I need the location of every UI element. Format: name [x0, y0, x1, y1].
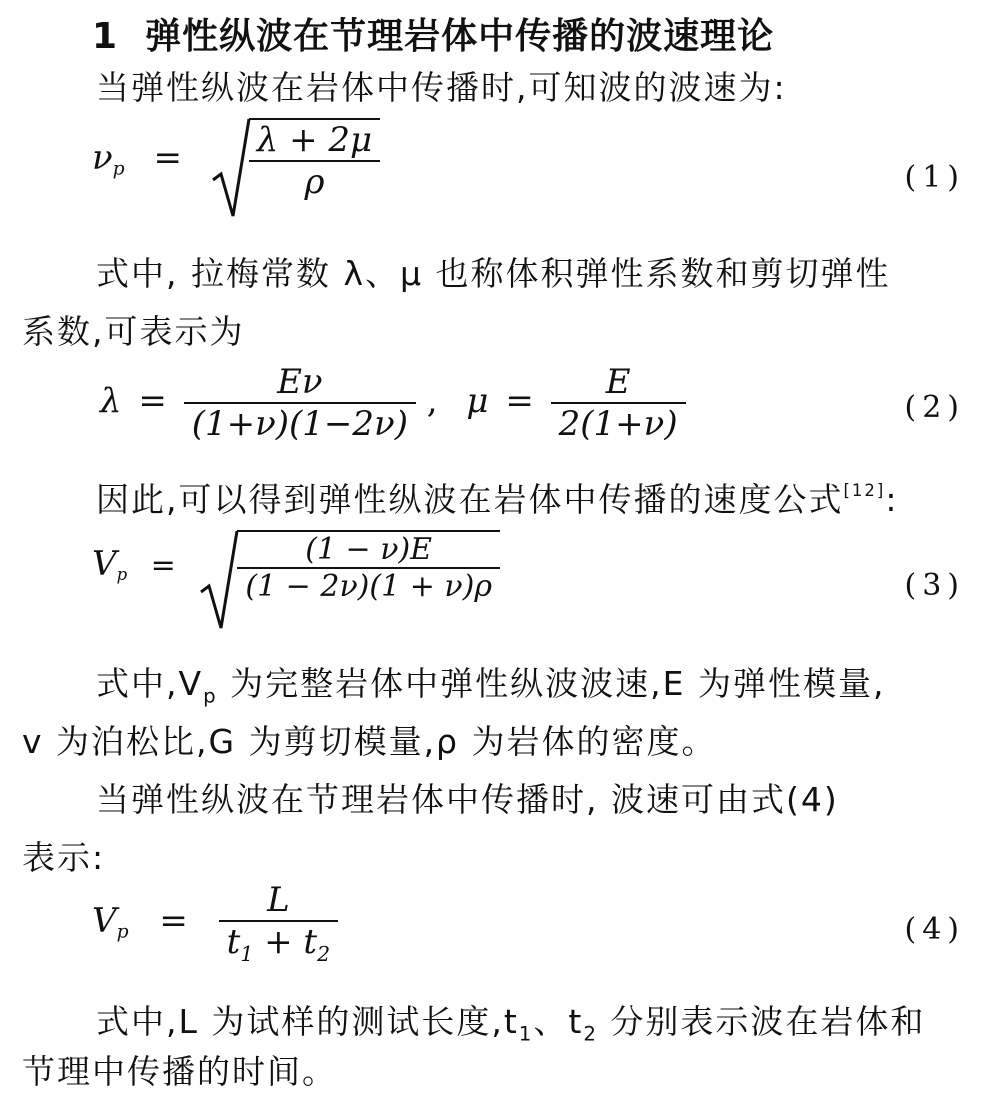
eq2-separator: ,: [426, 381, 438, 421]
eq4-numerator: L: [267, 880, 290, 920]
paragraph-6-mid: 、t: [533, 1002, 584, 1041]
paragraph-4-text-b: 为完整岩体中弹性纵波波速,E 为弹性模量,: [217, 664, 886, 703]
eq2-fraction-1: [184, 362, 416, 444]
eq2-numerator-2: E: [605, 362, 631, 402]
eq2-numerator-1: Eν: [277, 362, 323, 402]
paragraph-3-text: 因此,可以得到弹性纵波在岩体中传播的速度公式: [96, 480, 844, 519]
eq1-equals: =: [153, 138, 182, 178]
eq4-den-sub1: 1: [240, 941, 254, 966]
eq4-den-sub2: 2: [317, 941, 331, 966]
sqrt-icon: [199, 530, 239, 630]
section-title-text: 弹性纵波在节理岩体中传播的波速理论: [145, 16, 775, 57]
paragraph-1: 当弹性纵波在岩体中传播时,可知波的波速为:: [96, 68, 787, 107]
equation-2: [100, 362, 686, 444]
eq3-fraction: [237, 532, 500, 604]
eq4-den-plus-t: + t: [253, 922, 318, 962]
eq4-fraction: [219, 880, 338, 966]
paragraph-6-text-a: 式中,L 为试样的测试长度,t: [96, 1002, 519, 1041]
eq1-denominator: ρ: [249, 160, 380, 202]
eq3-lhs-sub: p: [116, 564, 128, 584]
eq2-equals-2: =: [505, 381, 534, 421]
paragraph-5-line-1: 当弹性纵波在节理岩体中传播时, 波速可由式(4): [96, 780, 839, 819]
eq1-lhs-sub: p: [112, 158, 125, 180]
paragraph-3: [96, 474, 981, 521]
equation-4: [92, 880, 338, 966]
eq2-denominator-2: 2(1+ν): [551, 402, 686, 444]
eq4-equals: =: [159, 900, 188, 941]
eq2-denominator-1: (1+ν)(1−2ν): [184, 402, 416, 444]
section-title: [92, 8, 981, 59]
paragraph-6-text-b: 分别表示波在岩体和: [597, 1002, 926, 1041]
eq2-lhs-mu: μ: [466, 381, 489, 421]
paragraph-3-colon: :: [885, 480, 899, 519]
eq3-label: (3): [904, 568, 965, 603]
sqrt-icon: [211, 118, 251, 218]
eq2-fraction-2: [551, 362, 686, 444]
eq1-label: (1): [904, 160, 965, 195]
equation-3: [92, 530, 500, 604]
eq3-equals: =: [150, 548, 176, 583]
eq4-denominator: [219, 920, 338, 966]
eq1-fraction: [249, 120, 380, 202]
paragraph-6-sub-2: 2: [583, 1022, 598, 1046]
paragraph-2-line-2: 系数,可表示为: [22, 312, 245, 351]
eq4-label: (4): [904, 912, 965, 947]
eq3-denominator: (1 − 2ν)(1 + ν)ρ: [237, 567, 500, 604]
paragraph-4-text-a: 式中,V: [96, 664, 204, 703]
paragraph-2-line-1: 式中, 拉梅常数 λ、μ 也称体积弹性系数和剪切弹性: [96, 254, 891, 293]
citation-ref: [12]: [843, 481, 886, 501]
eq4-lhs-sub: p: [116, 921, 129, 943]
paragraph-6-line-2: 节理中传播的时间。: [22, 1052, 337, 1091]
eq4-lhs: V: [92, 900, 117, 941]
eq2-equals-1: =: [138, 381, 167, 421]
eq2-label: (2): [904, 390, 965, 425]
equation-1: [92, 118, 380, 202]
eq2-lhs-lambda: λ: [100, 381, 122, 421]
paragraph-6-sub-1: 1: [518, 1022, 534, 1046]
paragraph-4-sub: p: [203, 684, 218, 708]
eq3-lhs: V: [92, 544, 117, 584]
paragraph-4-line-2: v 为泊松比,G 为剪切模量,ρ 为岩体的密度。: [22, 722, 717, 761]
eq3-numerator: (1 − ν)E: [305, 532, 433, 567]
eq1-lhs: ν: [92, 138, 113, 178]
paragraph-5-line-2: 表示:: [22, 838, 106, 877]
eq1-numerator: λ + 2μ: [256, 120, 373, 160]
eq3-sqrt: [199, 530, 500, 604]
paragraph-6-line-1: [96, 996, 981, 1046]
section-number: 1: [92, 16, 119, 57]
eq4-den-t1: t: [226, 922, 241, 962]
eq1-sqrt: [211, 118, 380, 202]
paragraph-4-line-1: [96, 658, 981, 708]
